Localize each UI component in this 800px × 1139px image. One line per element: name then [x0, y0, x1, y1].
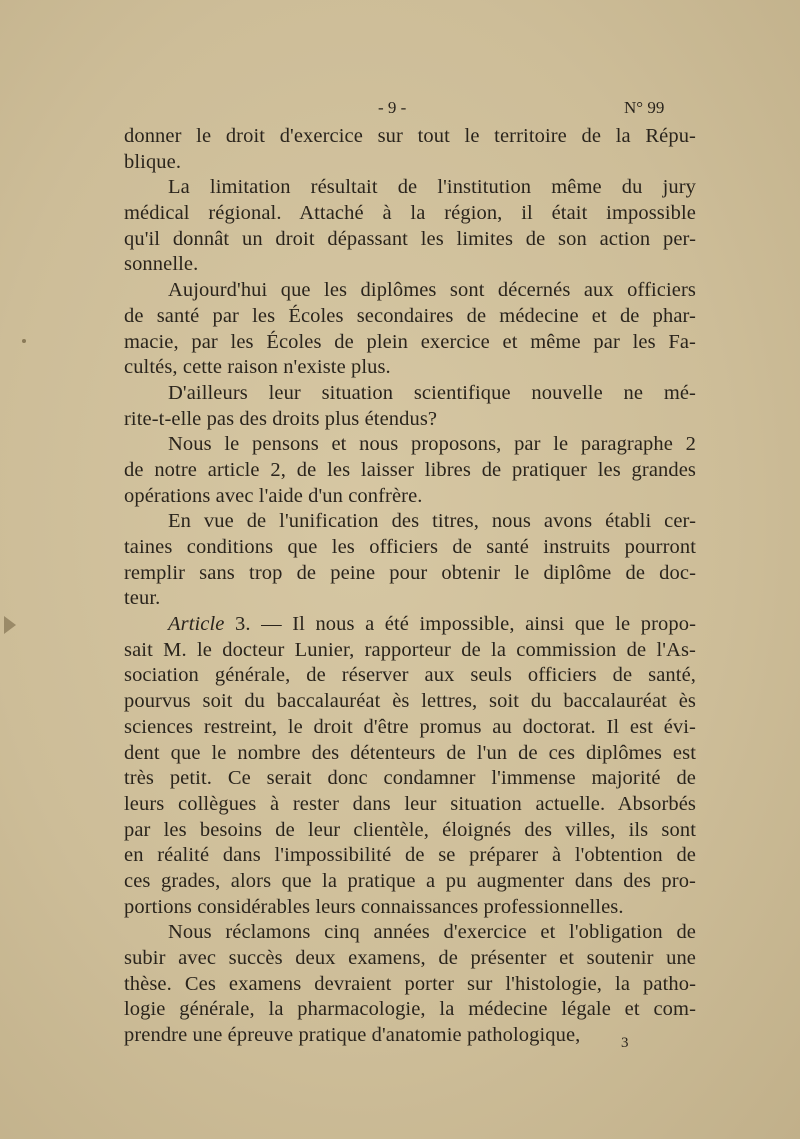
sheet-number: N° 99: [624, 98, 665, 117]
line-text: 3. — Il nous a été impossible, ainsi que le propo-: [224, 613, 696, 636]
text-line: [124, 304, 696, 330]
line-text: Nous le pensons et nous proposons, par le paragraphe 2: [168, 433, 696, 456]
line-text: macie, par les Écoles de plein exercice et même par les Fa-: [124, 330, 696, 353]
text-line: [124, 843, 696, 869]
line-text: leurs collègues à rester dans leur situation actuelle. Absorbés: [124, 792, 696, 815]
text-line: [124, 612, 696, 638]
line-text: de notre article 2, de les laisser libres de pratiquer les grandes: [124, 458, 696, 481]
line-text: en réalité dans l'impossibilité de se préparer à l'obtention de: [124, 844, 696, 867]
line-text: taines conditions que les officiers de santé instruits pourront: [124, 536, 696, 558]
article-label: Article: [168, 613, 225, 636]
line-text: par les besoins de leur clientèle, éloignés des villes, ils sont: [124, 818, 696, 841]
line-text: qu'il donnât un droit dépassant les limites de son action per-: [124, 227, 696, 250]
text-line: [124, 509, 696, 535]
line-text: remplir sans trop de peine pour obtenir le diplôme de doc-: [124, 561, 696, 584]
text-line: [124, 972, 696, 998]
line-text: D'ailleurs leur situation scientifique nouvelle ne mé-: [168, 381, 696, 404]
line-text: La limitation résultait de l'institution même du jury: [168, 176, 696, 199]
line-text: pourvus soit du baccalauréat ès lettres, soit du baccalauréat ès: [124, 690, 696, 713]
text-line: [124, 818, 696, 844]
text-line: [124, 227, 696, 253]
text-line: [124, 869, 696, 895]
text-line: [124, 355, 696, 381]
line-text: sonnelle.: [124, 253, 199, 276]
text-line: [124, 150, 696, 176]
line-text: sciences restreint, le droit d'être promus au doctorat. Il est évi-: [124, 715, 696, 738]
line-text: Nous réclamons cinq années d'exercice et l'obligation de: [168, 921, 696, 944]
line-text: dent que le nombre des détenteurs de l'un de ces diplômes est: [124, 741, 696, 764]
text-line: [124, 175, 696, 201]
line-text: portions considérables leurs connaissances professionnelles.: [124, 895, 624, 918]
text-line: [124, 715, 696, 741]
line-text: prendre une épreuve pratique d'anatomie pathologique,: [124, 1024, 581, 1047]
line-text: blique.: [124, 150, 182, 173]
line-text: médical régional. Attaché à la région, il était impossible: [124, 202, 696, 225]
line-text: Aujourd'hui que les diplômes sont décernés aux officiers: [168, 279, 696, 302]
line-text: donner le droit d'exercice sur tout le territoire de la Répu-: [124, 125, 696, 147]
text-line: [124, 458, 696, 484]
text-line: [124, 535, 696, 561]
line-text: rite-t-elle pas des droits plus étendus?: [124, 407, 438, 430]
text-line: [124, 1023, 696, 1049]
text-line: [124, 124, 696, 150]
text-line: [124, 586, 696, 612]
text-line: [124, 432, 696, 458]
text-line: [124, 252, 696, 278]
text-line: [124, 792, 696, 818]
signature-mark: 3: [621, 1035, 629, 1051]
text-line: [124, 381, 696, 407]
text-line: [124, 638, 696, 664]
line-text: En vue de l'unification des titres, nous avons établi cer-: [168, 510, 696, 533]
text-line: [124, 997, 696, 1023]
text-line: [124, 689, 696, 715]
text-line: [124, 484, 696, 510]
text-line: [124, 766, 696, 792]
line-text: opérations avec l'aide d'un confrère.: [124, 484, 423, 507]
text-line: [124, 741, 696, 767]
line-text: logie générale, la pharmacologie, la médecine légale et com-: [124, 998, 696, 1021]
text-line: [124, 946, 696, 972]
running-header: [0, 98, 800, 122]
text-line: [124, 663, 696, 689]
line-text: très petit. Ce serait donc condamner l'immense majorité de: [124, 767, 696, 790]
line-text: sociation générale, de réserver aux seuls officiers de santé,: [124, 664, 696, 687]
text-line: [124, 278, 696, 304]
margin-arrow-mark: [4, 616, 16, 634]
text-line: [124, 330, 696, 356]
line-text: cultés, cette raison n'existe plus.: [124, 356, 391, 379]
line-text: de santé par les Écoles secondaires de médecine et de phar-: [124, 304, 696, 327]
page-number: - 9 -: [378, 98, 407, 117]
line-text: ces grades, alors que la pratique a pu augmenter dans des pro-: [124, 869, 696, 892]
text-line: [124, 201, 696, 227]
text-line: [124, 561, 696, 587]
margin-dot: [22, 339, 26, 343]
line-text: subir avec succès deux examens, de présenter et soutenir une: [124, 947, 696, 969]
text-line: [124, 895, 696, 921]
line-text: thèse. Ces examens devraient porter sur l'histologie, la patho-: [124, 972, 696, 995]
line-text: sait M. le docteur Lunier, rapporteur de la commission de l'As-: [124, 638, 696, 661]
body-text: [124, 124, 696, 1049]
text-line: [124, 407, 696, 433]
line-text: teur.: [124, 587, 161, 610]
text-line: [124, 920, 696, 946]
